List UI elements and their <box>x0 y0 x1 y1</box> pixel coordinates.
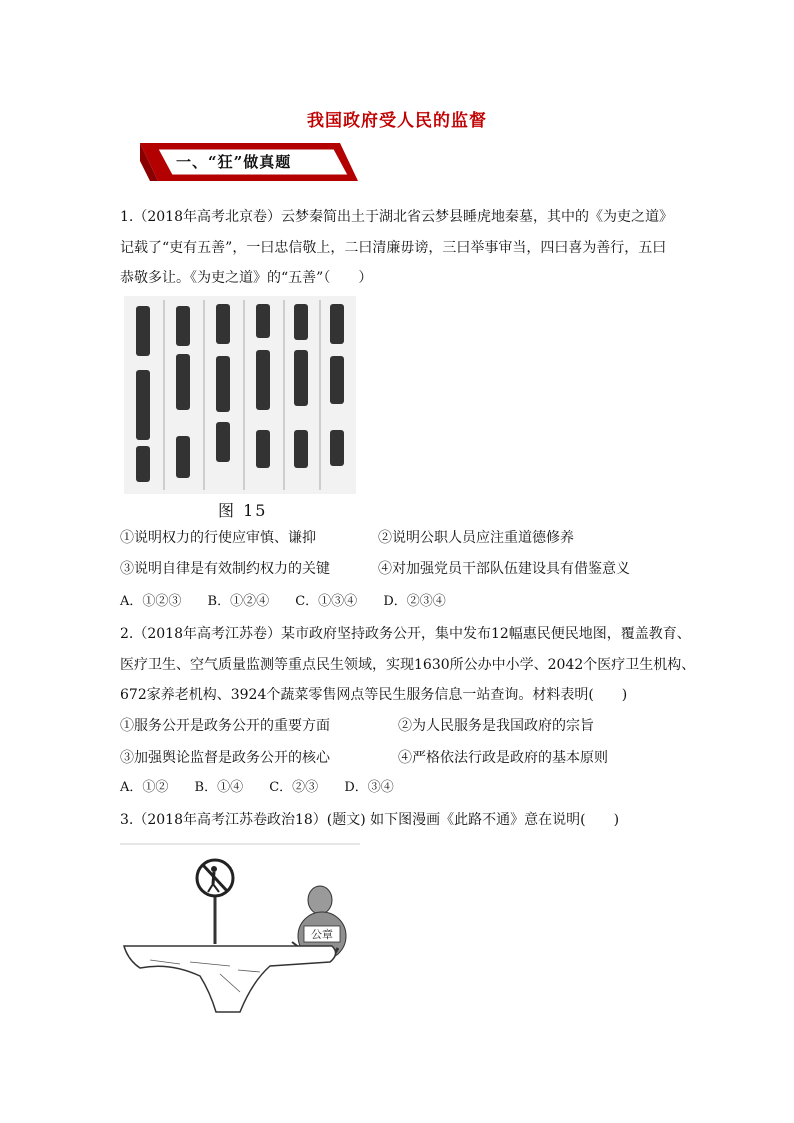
q1-line-3: 恭敬多让。《为吏之道》的“五善”（ ） <box>120 270 373 286</box>
cartoon-label: 公章 <box>311 928 333 941</box>
cartoon-image <box>120 842 360 1014</box>
q2-option-3: ③加强舆论监督是政务公开的核心 <box>120 750 330 766</box>
q2-option-4: ④严格依法行政是政府的基本原则 <box>398 750 608 766</box>
q1-choices <box>120 592 468 612</box>
q2-choice-c[interactable]: C．②③ <box>269 780 319 795</box>
q3-line-1: 3.（2018年高考江苏卷政治18）(题文) 如下图漫画《此路不通》意在说明( ) <box>120 812 620 828</box>
q2-option-1: ①服务公开是政务公开的重要方面 <box>120 718 330 734</box>
q1-choice-b[interactable]: B．①②④ <box>207 594 270 609</box>
bamboo-slip-image <box>124 296 356 494</box>
q1-choice-a[interactable]: A．①②③ <box>120 594 182 609</box>
q2-choices <box>120 778 416 798</box>
q1-option-1: ①说明权力的行使应审慎、谦抑 <box>120 530 316 546</box>
q2-choice-d[interactable]: D．③④ <box>344 780 394 795</box>
q2-choice-a[interactable]: A．①② <box>120 780 169 795</box>
q1-line-1: 1.（2018年高考北京卷）云梦秦简出土于湖北省云梦县睡虎地秦墓，其中的《为吏之道》 <box>120 209 673 225</box>
q2-choice-b[interactable]: B．①④ <box>194 780 244 795</box>
figure-caption: 图 15 <box>218 501 268 520</box>
q1-option-2: ②说明公职人员应注重道德修养 <box>378 530 574 546</box>
q2-option-2: ②为人民服务是我国政府的宗旨 <box>398 718 594 734</box>
q1-line-2: 记载了“吏有五善”，一曰忠信敬上，二曰清廉毋谤，三曰举事审当，四曰喜为善行，五曰 <box>120 240 667 256</box>
q2-line-2: 医疗卫生、空气质量监测等重点民生领域，实现1630所公办中小学、2042个医疗卫生机构、 <box>120 657 696 673</box>
page-title: 我国政府受人民的监督 <box>307 111 487 131</box>
q2-line-1: 2.（2018年高考江苏卷）某市政府坚持政务公开，集中发布12幅惠民便民地图，覆盖教育、 <box>120 626 691 642</box>
q1-option-3: ③说明自律是有效制约权力的关键 <box>120 561 330 577</box>
q1-choice-c[interactable]: C．①③④ <box>295 594 358 609</box>
q2-line-3: 672家养老机构、3924个蔬菜零售网点等民生服务信息一站查询。材料表明( ) <box>120 687 628 703</box>
section-label: 一、“狂”做真题 <box>176 153 292 171</box>
q1-option-4: ④对加强党员干部队伍建设具有借鉴意义 <box>378 561 630 577</box>
q1-choice-d[interactable]: D．②③④ <box>383 594 446 609</box>
